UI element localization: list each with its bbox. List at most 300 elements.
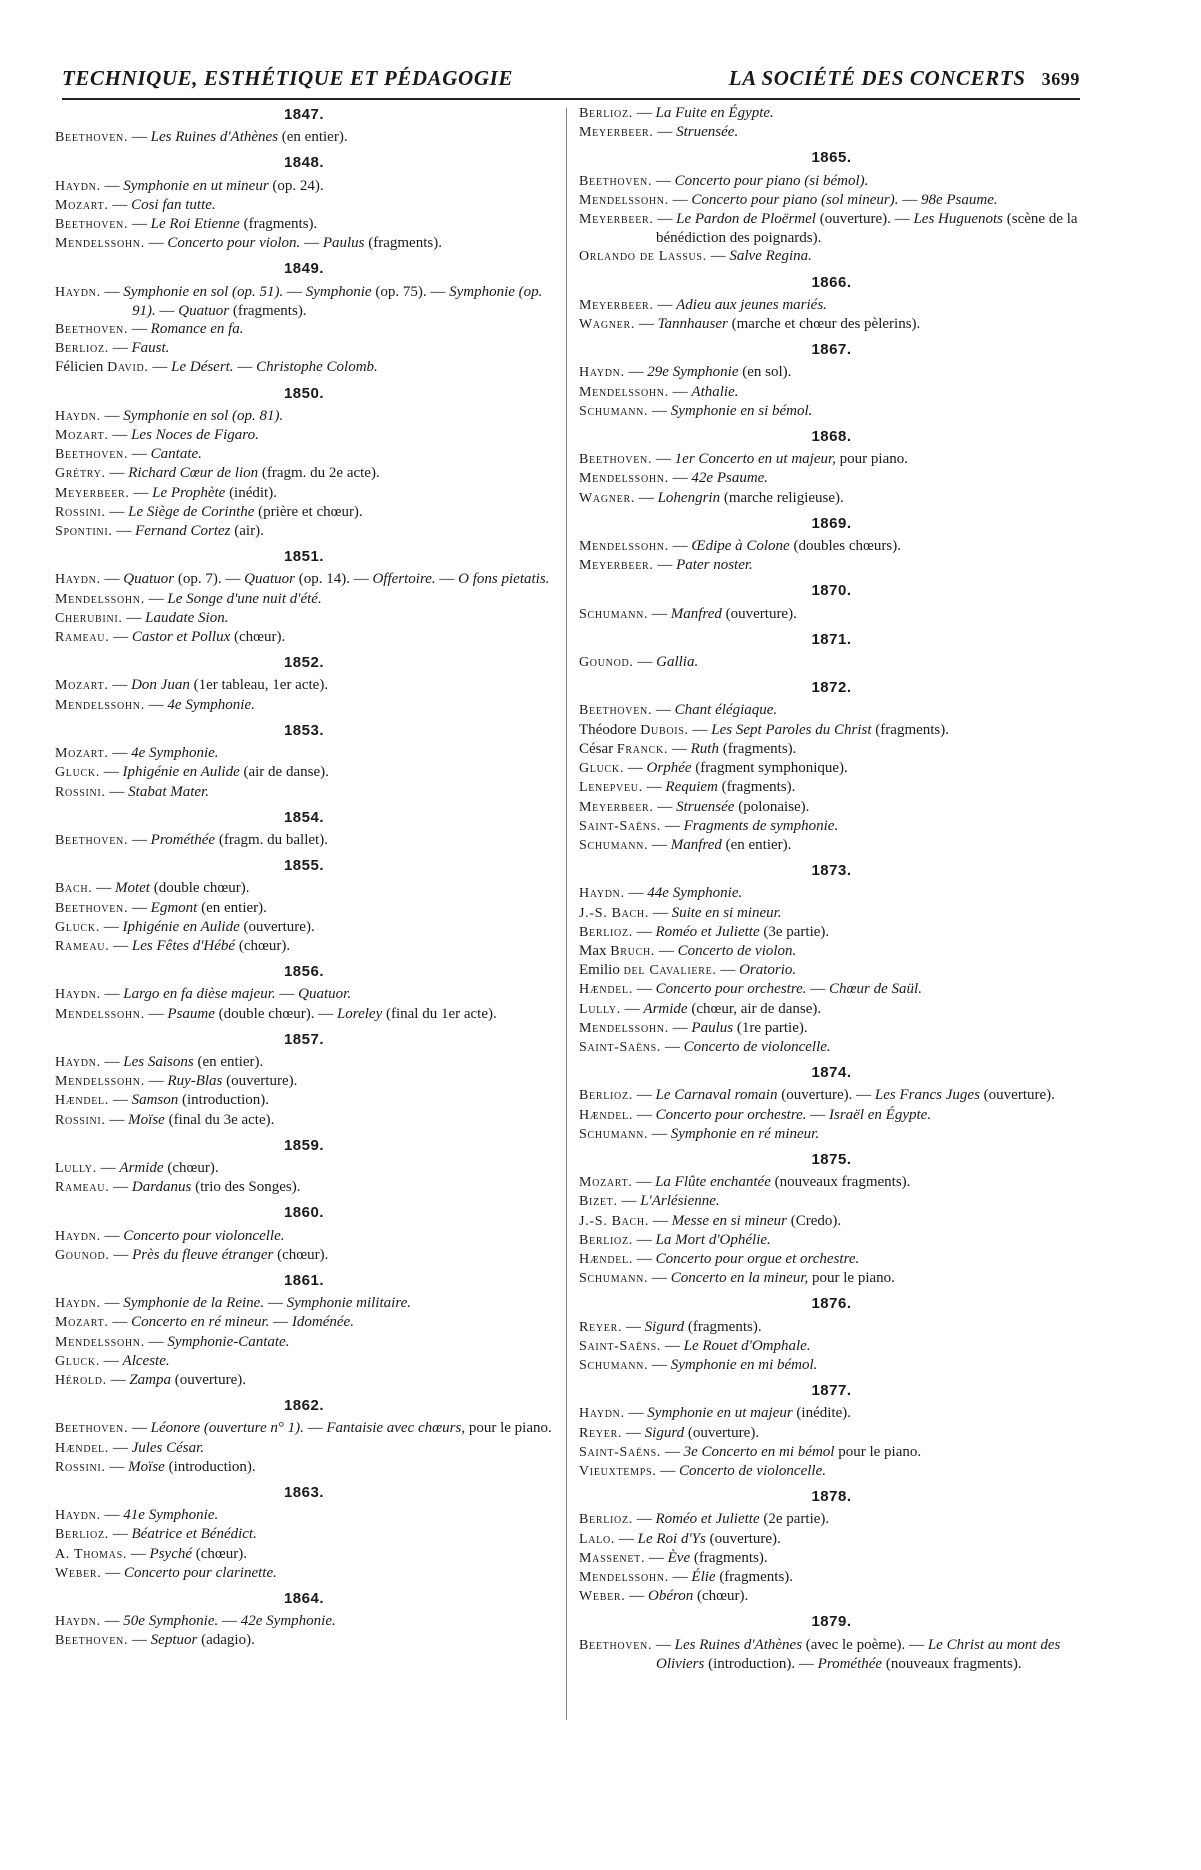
year-heading: 1869.	[811, 514, 852, 532]
entry-text: (double chœur). —	[214, 1005, 337, 1022]
concert-entry	[579, 1549, 1084, 1568]
year-heading: 1864.	[283, 1590, 325, 1608]
composer-name: Beethoven.	[55, 217, 129, 233]
concert-entry	[579, 1636, 1084, 1673]
entry-text: —	[648, 1356, 671, 1373]
composer-name: del Cavaliere.	[623, 963, 717, 979]
entry-text: —	[661, 817, 684, 834]
entry-text: Emilio	[579, 962, 624, 979]
entry-text: (fragm. du ballet).	[215, 831, 328, 848]
year-heading: 1852.	[283, 654, 325, 672]
entry-text: (op. 7). —	[174, 571, 245, 588]
work-title: Offertoire.	[372, 571, 436, 588]
entry-text: (introduction). —	[704, 1655, 818, 1672]
entry-text: (ouverture).	[979, 1087, 1055, 1104]
year-heading: 1853.	[283, 721, 325, 739]
work-title: Concerto de violon.	[677, 942, 797, 959]
composer-name: Rossini.	[55, 784, 106, 800]
composer-name: Wagner.	[579, 317, 636, 333]
year-heading: 1868.	[811, 428, 852, 446]
concert-entry	[579, 315, 1084, 334]
entry-text: (avec le poème). —	[802, 1636, 928, 1653]
concert-entry	[55, 937, 553, 956]
work-title: Symphonie en ré mineur.	[670, 1125, 820, 1142]
concert-entry	[579, 172, 1084, 191]
entry-text: —	[653, 798, 677, 815]
work-title: 41e Symphonie.	[123, 1507, 219, 1524]
work-title: Symphonie de la Reine.	[123, 1295, 265, 1312]
entry-text: (ouverture).	[705, 1530, 781, 1547]
work-title: Paulus	[322, 235, 365, 252]
entry-text: —	[105, 465, 129, 482]
concert-entry	[579, 653, 1084, 672]
work-title: Le Carnaval romain	[655, 1087, 778, 1104]
entry-text: Max	[579, 942, 611, 959]
entry-text: —	[148, 359, 172, 376]
composer-name: J.-S. Bach.	[579, 1213, 650, 1229]
work-title: Castor et Pollux	[131, 629, 231, 646]
composer-name: Beethoven.	[579, 173, 653, 189]
concert-entry	[55, 763, 553, 782]
entry-text: —	[661, 1038, 684, 1055]
work-title: Concerto de violoncelle.	[683, 1038, 831, 1055]
work-title: Le Roi Etienne	[150, 216, 240, 233]
work-title: Symphonie en ut majeur	[647, 1405, 793, 1422]
concert-entry	[55, 1111, 553, 1130]
year-heading: 1848.	[283, 154, 325, 172]
entry-text: (marche religieuse).	[720, 489, 844, 506]
entry-text: —	[303, 1420, 327, 1437]
composer-name: Bizet.	[579, 1194, 618, 1210]
concert-entry	[579, 1106, 1084, 1125]
concert-entry	[55, 234, 553, 253]
composer-name: Rossini.	[55, 1112, 106, 1128]
work-title: Concerto en la mineur,	[670, 1270, 809, 1287]
concert-entry	[579, 1125, 1084, 1144]
work-title: Le Rouet d'Omphale.	[683, 1337, 811, 1354]
entry-text: —	[653, 124, 677, 141]
work-title: Struensée	[676, 798, 735, 815]
work-title: Ève	[667, 1549, 691, 1566]
work-title: Le Siège de Corinthe	[128, 503, 255, 520]
header-rule	[62, 98, 1080, 100]
entry-text: —	[655, 942, 678, 959]
composer-name: Beethoven.	[55, 1421, 129, 1437]
entry-text: (fragments).	[229, 302, 307, 319]
concert-entry	[579, 363, 1084, 382]
entry-text: (air de danse).	[239, 764, 329, 781]
entry-text: —	[653, 211, 677, 228]
entry-text: —	[661, 1443, 684, 1460]
composer-name: Hændel.	[579, 1107, 634, 1123]
concert-entry	[55, 628, 553, 647]
entry-text: (fragments).	[717, 779, 796, 796]
composer-name: Haydn.	[55, 408, 101, 424]
work-title: Sigurd	[644, 1424, 685, 1441]
entry-text: (chœur, air de danse).	[687, 1000, 822, 1017]
composer-name: A. Thomas.	[55, 1546, 128, 1562]
concert-entry	[55, 1525, 553, 1544]
work-title: Pater noster.	[676, 557, 753, 574]
work-title: 42e Psaume.	[691, 470, 769, 487]
entry-text: —	[128, 831, 151, 848]
entry-text: —	[144, 1005, 168, 1022]
work-title: Moïse	[128, 1458, 165, 1475]
concert-entry	[55, 609, 553, 628]
concert-entry	[579, 210, 1084, 247]
work-title: Béatrice et Bénédict.	[131, 1526, 257, 1543]
entry-text: (chœur).	[163, 1159, 219, 1176]
entry-text: —	[706, 248, 730, 265]
composer-name: Haydn.	[55, 1228, 101, 1244]
work-title: Les Saisons	[123, 1053, 194, 1070]
concert-entry	[579, 1000, 1084, 1019]
entry-text: (en entier).	[278, 129, 348, 146]
entry-text: —	[624, 364, 648, 381]
entry-text: —	[105, 783, 129, 800]
work-title: Cantate.	[150, 446, 202, 463]
year-heading: 1859.	[283, 1136, 325, 1154]
composer-name: Haydn.	[55, 1054, 101, 1070]
work-title: Les Fêtes d'Hébé	[131, 937, 236, 954]
work-title: Zampa	[129, 1371, 172, 1388]
work-title: Samson	[131, 1092, 179, 1109]
year-heading: 1855.	[283, 857, 325, 875]
work-title: Armide	[119, 1159, 164, 1176]
work-title: Les Ruines d'Athènes	[150, 129, 279, 146]
composer-name: Gluck.	[55, 1353, 101, 1369]
entry-text: —	[898, 191, 921, 208]
work-title: Christophe Colomb.	[256, 359, 378, 376]
work-title: Messe en si mineur	[671, 1212, 787, 1229]
entry-text: —	[100, 764, 123, 781]
year-heading: 1862.	[283, 1397, 325, 1415]
work-title: Symphonie en sol (op. 51).	[123, 283, 284, 300]
composer-name: Haydn.	[55, 987, 101, 1003]
concert-entry	[579, 556, 1084, 575]
work-title: Concerto pour clarinette.	[123, 1564, 277, 1581]
entry-text: —	[100, 1295, 124, 1312]
entry-text: —	[649, 904, 672, 921]
composer-name: Rameau.	[55, 938, 110, 954]
work-title: Armide	[643, 1000, 688, 1017]
year-heading: 1854.	[283, 808, 325, 826]
composer-name: Berlioz.	[579, 106, 633, 121]
composer-name: Lully.	[55, 1160, 97, 1176]
concert-entry	[579, 383, 1084, 402]
year-heading: 1847.	[283, 106, 325, 123]
work-title: Concerto en ré mineur.	[131, 1314, 270, 1331]
entry-text: (scène de la bénédiction des poignards).	[656, 211, 1078, 247]
work-title: Septuor	[150, 1632, 198, 1649]
concert-entry	[579, 1462, 1084, 1481]
work-title: Symphonie-Cantate.	[167, 1333, 290, 1350]
year-heading: 1867.	[811, 341, 852, 359]
entry-text: —	[100, 918, 123, 935]
concert-entry	[55, 426, 553, 445]
concert-entry	[55, 215, 553, 234]
work-title: Symphonie en ut mineur	[123, 177, 269, 194]
entry-text: (prière et chœur).	[254, 503, 363, 520]
composer-name: Haydn.	[55, 1614, 101, 1630]
work-title: Le Roi d'Ys	[637, 1530, 706, 1547]
composer-name: Gluck.	[55, 765, 101, 781]
concert-entry	[579, 1192, 1084, 1211]
work-title: 44e Symphonie.	[647, 885, 743, 902]
concert-entry	[55, 503, 553, 522]
work-title: Le Songe d'une nuit d'été.	[167, 590, 322, 607]
work-title: Don Juan	[131, 677, 190, 694]
concert-entry	[579, 104, 1084, 123]
composer-name: Berlioz.	[55, 341, 109, 357]
composer-name: Lenepveu.	[579, 780, 643, 796]
concert-entry	[579, 1356, 1084, 1375]
composer-name: Mozart.	[55, 1315, 109, 1331]
concert-entry	[579, 1530, 1084, 1549]
entry-text: (polonaise).	[734, 798, 810, 815]
entry-text: (op. 14). —	[294, 571, 373, 588]
entry-text: —	[649, 1212, 672, 1229]
concert-entry	[579, 1568, 1084, 1587]
header-section-title: TECHNIQUE, ESTHÉTIQUE ET PÉDAGOGIE	[62, 66, 513, 90]
entry-text: —	[624, 1405, 648, 1422]
entry-text: —	[108, 677, 132, 694]
entry-text: —	[109, 1092, 132, 1109]
work-title: Symphonie militaire.	[286, 1295, 412, 1312]
entry-text: —	[668, 740, 691, 757]
entry-text: —	[632, 1174, 656, 1191]
entry-text: (en entier).	[193, 1053, 264, 1070]
entry-text: —	[100, 1227, 124, 1244]
entry-text: —	[653, 296, 677, 313]
entry-text: —	[108, 745, 132, 762]
entry-text: —	[108, 1314, 132, 1331]
work-title: Quatuor	[123, 571, 175, 588]
header-chapter-title	[729, 66, 1080, 91]
year-heading: 1874.	[811, 1064, 852, 1082]
concert-entry	[579, 1212, 1084, 1231]
entry-text: (fragments).	[718, 740, 797, 757]
entry-text: (fragments).	[239, 216, 318, 233]
work-title: Élie	[691, 1569, 716, 1586]
entry-text: —	[100, 177, 124, 194]
work-title: Israël en Égypte.	[829, 1106, 932, 1123]
entry-text: (ouverture).	[239, 918, 315, 935]
entry-text: —	[218, 1613, 241, 1630]
composer-name: Rameau.	[55, 1180, 110, 1196]
concert-entry	[55, 590, 553, 609]
concert-entry	[579, 1404, 1084, 1423]
composer-name: Mendelssohn.	[579, 192, 669, 208]
entry-text: —	[642, 779, 666, 796]
work-title: Suite en si mineur.	[671, 904, 782, 921]
entry-text: —	[633, 654, 657, 671]
work-title: Stabat Mater.	[128, 783, 210, 800]
concert-entry	[579, 1038, 1084, 1057]
year-heading: 1865.	[811, 149, 852, 167]
work-title: Sigurd	[644, 1318, 685, 1335]
entry-text: (nouveaux fragments).	[882, 1655, 1022, 1672]
composer-name: Beethoven.	[55, 130, 129, 146]
composer-name: Gounod.	[55, 1247, 110, 1263]
entry-text: —	[109, 1179, 132, 1196]
entry-text: —	[633, 1511, 656, 1528]
composer-name: Haydn.	[55, 178, 101, 194]
concert-entry	[55, 1159, 553, 1178]
concert-entry	[579, 402, 1084, 421]
concert-entry	[579, 942, 1084, 961]
entry-text: —	[652, 1636, 675, 1653]
composer-name: Schumann.	[579, 1126, 649, 1142]
entry-text: —	[101, 1564, 124, 1581]
concert-entry	[55, 985, 553, 1004]
work-title: Symphonie (op. 91).	[132, 283, 543, 319]
work-title: Concerto de violoncelle.	[678, 1463, 826, 1479]
entry-text: —	[100, 407, 124, 424]
work-title: Œdipe à Colone	[691, 538, 790, 555]
concert-entry	[579, 1019, 1084, 1038]
work-title: L'Arlésienne.	[640, 1193, 720, 1210]
composer-name: Haydn.	[55, 1508, 101, 1524]
concert-entry	[55, 1564, 553, 1583]
entry-text: (1re partie).	[733, 1019, 808, 1036]
work-title: Symphonie	[305, 283, 372, 300]
work-title: Manfred	[670, 605, 722, 622]
entry-text: —	[645, 1549, 668, 1566]
entry-text: —	[633, 1231, 656, 1248]
entry-text: (ouverture).	[222, 1073, 298, 1090]
concert-entry	[55, 744, 553, 763]
concert-entry	[55, 676, 553, 695]
concert-entry	[55, 484, 553, 503]
work-title: Les Francs Juges	[874, 1087, 980, 1104]
composer-name: Hændel.	[55, 1440, 110, 1456]
entry-text: Félicien	[55, 359, 108, 376]
work-title: Motet	[114, 880, 150, 897]
composer-name: Mozart.	[55, 197, 109, 213]
work-title: Orphée	[646, 760, 692, 777]
work-title: Iphigénie en Aulide	[122, 764, 240, 781]
entry-text: (en entier).	[721, 836, 792, 853]
concert-entry	[579, 1231, 1084, 1250]
entry-text: (fragm. du 2e acte).	[258, 465, 380, 482]
work-title: Le Christ au mont des Oliviers	[656, 1636, 1061, 1672]
entry-text: —	[668, 383, 692, 400]
work-title: Les Noces de Figaro.	[131, 427, 259, 444]
concert-entry	[55, 1178, 553, 1197]
work-title: 29e Symphonie	[647, 364, 739, 381]
running-header	[62, 66, 1080, 98]
entry-text: —	[633, 1106, 656, 1123]
concert-entry	[55, 1419, 553, 1438]
entry-text: —	[105, 1111, 129, 1128]
right-column	[579, 104, 1084, 1673]
composer-name: Mozart.	[579, 1175, 633, 1191]
composer-name: Haydn.	[579, 1406, 625, 1422]
concert-entry	[579, 123, 1084, 142]
entry-text: —	[128, 321, 151, 338]
concert-entry	[579, 1250, 1084, 1269]
year-heading: 1863.	[283, 1484, 325, 1501]
entry-text: —	[100, 283, 124, 300]
entry-text: —	[300, 235, 323, 252]
entry-text: —	[617, 1193, 641, 1210]
entry-text: —	[129, 484, 153, 501]
entry-text: —	[128, 446, 151, 463]
entry-text: —	[109, 1526, 132, 1543]
year-heading: 1866.	[811, 273, 852, 291]
work-title: Léonore (ouverture n° 1).	[150, 1420, 304, 1437]
year-heading: 1861.	[283, 1271, 325, 1289]
composer-name: Mozart.	[55, 678, 109, 694]
concert-entry	[579, 1443, 1084, 1462]
entry-text: (introduction).	[178, 1092, 270, 1109]
composer-name: Massenet.	[579, 1550, 646, 1566]
composer-name: Beethoven.	[55, 1633, 129, 1649]
composer-name: Gluck.	[55, 919, 101, 935]
concert-entry	[579, 537, 1084, 556]
concert-entry	[55, 570, 553, 589]
year-heading: 1876.	[811, 1295, 852, 1313]
concert-entry	[579, 1587, 1084, 1606]
work-title: 4e Symphonie.	[167, 696, 255, 713]
concert-entry	[55, 1352, 553, 1371]
entry-text: —	[624, 885, 648, 902]
work-title: Requiem	[665, 779, 718, 796]
entry-text: (trio des Songes).	[191, 1179, 301, 1196]
entry-text: (fragments).	[684, 1318, 762, 1335]
work-title: 1er Concerto en ut majeur,	[674, 451, 836, 468]
concert-entry	[55, 1506, 553, 1525]
composer-name: Orlando de Lassus.	[579, 249, 707, 265]
composer-name: Haydn.	[579, 886, 625, 902]
composer-name: Vieuxtemps.	[579, 1464, 657, 1479]
composer-name: Mendelssohn.	[55, 236, 145, 252]
composer-name: Meyerbeer.	[579, 799, 654, 815]
entry-text: —	[100, 1507, 124, 1524]
entry-text: —	[144, 696, 168, 713]
work-title: Gallia.	[656, 654, 699, 671]
concert-entry	[55, 464, 553, 483]
composer-name: Reyer.	[579, 1425, 623, 1441]
concert-entry	[55, 1371, 553, 1390]
entry-text: —	[648, 836, 671, 853]
composer-name: Cherubini.	[55, 610, 123, 626]
concert-entry	[55, 522, 553, 541]
entry-text: —	[622, 1424, 645, 1441]
composer-name: Weber.	[579, 1589, 626, 1605]
year-heading: 1871.	[811, 630, 852, 648]
work-title: Jules César.	[131, 1439, 205, 1456]
concert-entry	[55, 783, 553, 802]
entry-text: —	[624, 760, 647, 777]
concert-entry	[579, 1269, 1084, 1288]
work-title: 3e Concerto en mi bémol	[683, 1443, 835, 1460]
composer-name: Schumann.	[579, 1357, 649, 1373]
concert-entry	[579, 817, 1084, 836]
concert-entry	[55, 1333, 553, 1352]
composer-name: David.	[107, 360, 149, 376]
concert-entry	[55, 831, 553, 850]
year-heading: 1850.	[283, 384, 325, 402]
composer-name: Hérold.	[55, 1372, 107, 1388]
composer-name: Beethoven.	[55, 322, 129, 338]
entry-text: —	[668, 191, 692, 208]
composer-name: Grétry.	[55, 466, 106, 482]
entry-text: —	[108, 196, 132, 213]
entry-text: —	[615, 1530, 638, 1547]
concert-entry	[579, 904, 1084, 923]
